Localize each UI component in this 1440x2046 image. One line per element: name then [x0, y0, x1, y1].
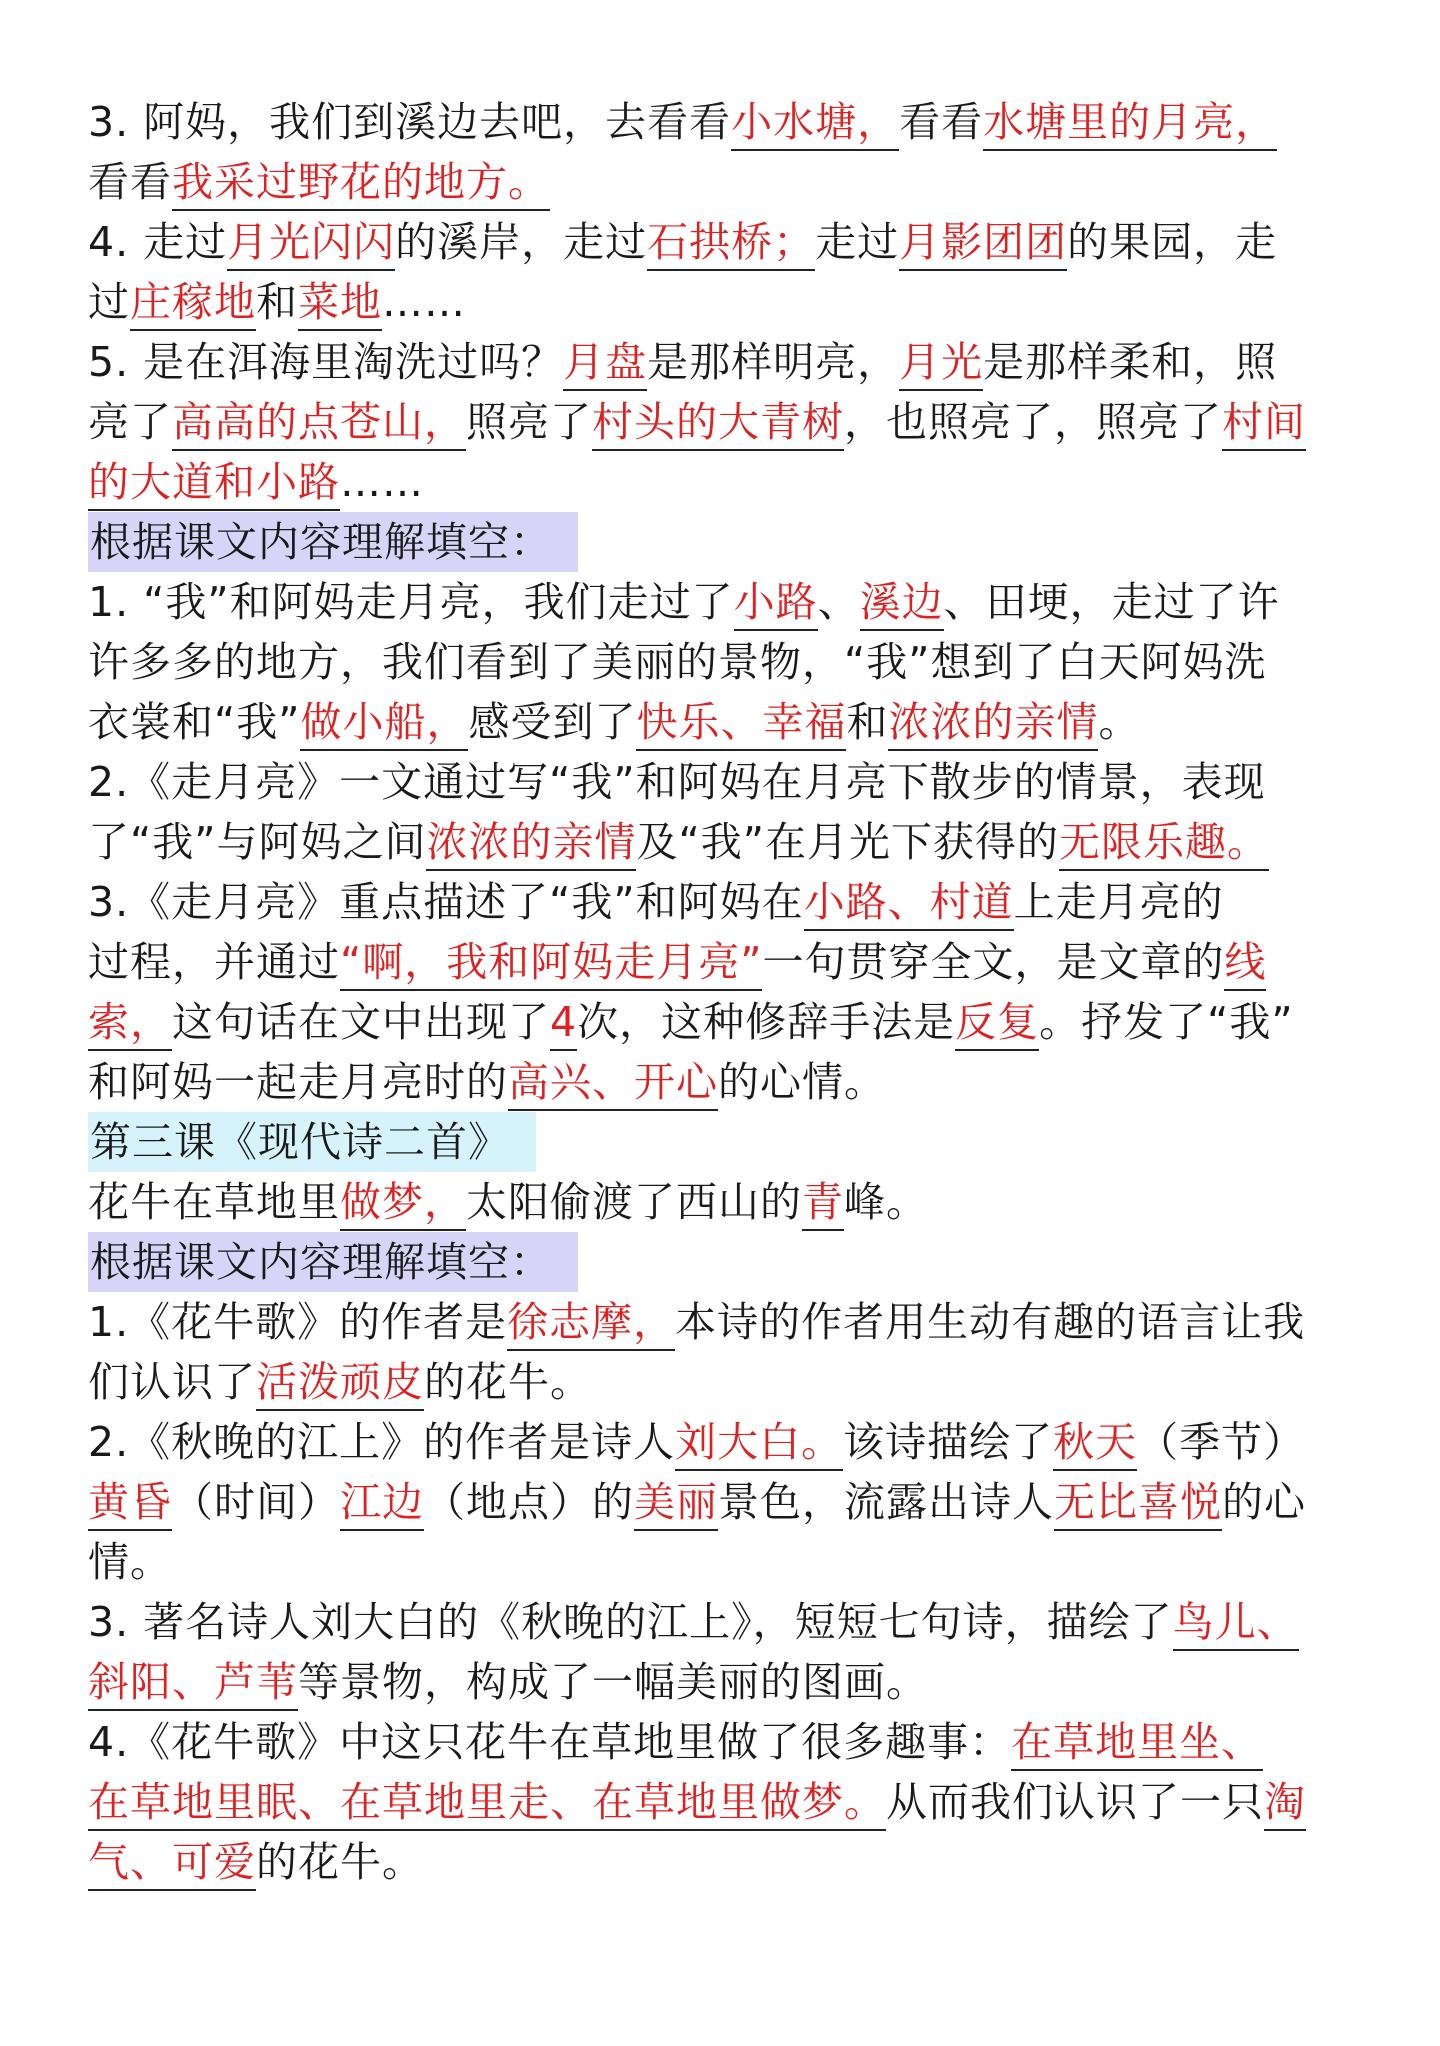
answer-blank: 秋天: [1053, 1418, 1137, 1471]
section-heading-line: [88, 512, 1358, 572]
worksheet-page: [88, 92, 1358, 1892]
text-segment: 是那样柔和，照: [983, 338, 1278, 386]
section-heading: [88, 1232, 578, 1292]
text-segment: 次，这种修辞手法是: [577, 998, 956, 1046]
text-segment: 等景物，构成了一幅美丽的图画。: [298, 1658, 928, 1706]
text-segment: 的果园，走: [1067, 218, 1278, 266]
text-segment: 过: [88, 278, 130, 326]
text-line: [88, 392, 1358, 452]
text-segment: 们认识了: [88, 1358, 256, 1406]
answer-blank: 无比喜悦: [1054, 1478, 1222, 1531]
text-segment: 5. 是在洱海里淘洗过吗？: [88, 338, 564, 386]
answer-blank: 溪边: [860, 578, 944, 631]
text-segment: 许多多的地方，我们看到了美丽的景物，“我”想到了白天阿妈洗: [88, 638, 1267, 686]
text-segment: 和: [846, 698, 889, 746]
answer-blank: 浓浓的亲情: [888, 698, 1098, 751]
text-segment: 1. “我”和阿妈走月亮，我们走过了: [88, 578, 734, 626]
text-line: [88, 332, 1358, 392]
text-segment: 的溪岸，走过: [395, 218, 648, 266]
answer-blank: 我采过野花的地方。: [172, 158, 550, 211]
text-line: [88, 752, 1358, 812]
text-segment: 4.《花牛歌》中这只花牛在草地里做了很多趣事：: [88, 1718, 1012, 1766]
text-segment: 3. 阿妈，我们到溪边去吧，去看看: [88, 98, 732, 146]
answer-blank: 的大道和小路: [88, 458, 340, 511]
text-segment: 太阳偷渡了西山的: [466, 1178, 802, 1226]
text-segment: ……: [340, 458, 424, 506]
text-segment: 2.《秋晚的江上》的作者是诗人: [88, 1418, 676, 1466]
text-segment: 、田埂，走过了许: [943, 578, 1280, 626]
text-segment: 3.《走月亮》重点描述了“我”和阿妈在: [88, 878, 804, 926]
answer-blank: 月光: [899, 338, 983, 391]
answer-blank: 做梦，: [340, 1178, 466, 1231]
text-segment: 和: [256, 278, 298, 326]
answer-blank: 月盘: [563, 338, 647, 391]
answer-blank: 在草地里眠、在草地里走、在草地里做梦。: [88, 1778, 886, 1831]
text-line: [88, 812, 1358, 872]
text-line: [88, 572, 1358, 632]
text-line: [88, 932, 1358, 992]
text-line: [88, 1652, 1358, 1712]
section-heading: [88, 512, 578, 572]
text-line: [88, 1412, 1358, 1472]
text-line: [88, 452, 1358, 512]
answer-blank: 做小船，: [300, 698, 468, 751]
text-segment: 过程，并通过: [88, 938, 340, 986]
text-segment: 、: [817, 578, 860, 626]
answer-blank: 美丽: [634, 1478, 718, 1531]
text-segment: 照亮了: [466, 398, 592, 446]
answer-blank: 快乐、幸福: [636, 698, 846, 751]
answer-blank: 小路、村道: [804, 878, 1014, 931]
answer-blank: 村间: [1222, 398, 1306, 451]
text-segment: 这句话在文中出现了: [172, 998, 550, 1046]
text-line: [88, 992, 1358, 1052]
answer-blank: 索，: [88, 998, 172, 1051]
text-line: [88, 272, 1358, 332]
text-segment: （季节）: [1137, 1418, 1306, 1466]
answer-blank: 在草地里坐、: [1011, 1718, 1263, 1771]
text-segment: 情。: [88, 1538, 172, 1586]
answer-blank: 气、可爱: [88, 1838, 256, 1891]
text-segment: 的花牛。: [424, 1358, 592, 1406]
text-segment: 上走月亮的: [1013, 878, 1224, 926]
answer-blank: 反复: [955, 998, 1039, 1051]
text-line: [88, 92, 1358, 152]
answer-blank: 月光闪闪: [227, 218, 395, 271]
text-segment: 衣裳和“我”: [88, 698, 301, 746]
text-segment: 和阿妈一起走月亮时的: [88, 1058, 508, 1106]
answer-blank: 水塘里的月亮，: [983, 98, 1277, 151]
text-segment: 根据课文内容理解填空：: [90, 1238, 552, 1286]
text-segment: 。抒发了“我”: [1039, 998, 1294, 1046]
answer-blank: 黄昏: [88, 1478, 172, 1531]
answer-blank: 4: [550, 998, 577, 1051]
text-segment: 峰。: [844, 1178, 928, 1226]
text-segment: 的心情。: [718, 1058, 886, 1106]
text-segment: ，也照亮了，照亮了: [844, 398, 1222, 446]
text-segment: （时间）: [172, 1478, 340, 1526]
text-line: [88, 632, 1358, 692]
text-segment: ……: [382, 278, 466, 326]
text-line: [88, 1832, 1358, 1892]
text-line: [88, 1352, 1358, 1412]
text-segment: 景色，流露出诗人: [718, 1478, 1054, 1526]
text-segment: 根据课文内容理解填空：: [90, 518, 552, 566]
section-heading-line: [88, 1232, 1358, 1292]
answer-blank: 庄稼地: [130, 278, 256, 331]
text-segment: 是那样明亮，: [647, 338, 900, 386]
answer-blank: 刘大白。: [675, 1418, 843, 1471]
text-line: [88, 872, 1358, 932]
section-heading-line: [88, 1112, 1358, 1172]
text-line: [88, 1292, 1358, 1352]
text-segment: 花牛在草地里: [88, 1178, 340, 1226]
text-segment: （地点）的: [424, 1478, 634, 1526]
text-line: [88, 1172, 1358, 1232]
text-segment: 2.《走月亮》一文通过写“我”和阿妈在月亮下散步的情景，表现: [88, 758, 1266, 806]
answer-blank: 青: [802, 1178, 844, 1231]
answer-blank: 江边: [340, 1478, 424, 1531]
text-segment: 及“我”在月光下获得的: [636, 818, 1059, 866]
text-segment: 第三课《现代诗二首》: [90, 1118, 510, 1166]
answer-blank: 淘: [1264, 1778, 1306, 1831]
text-segment: 看看: [899, 98, 984, 146]
text-line: [88, 1772, 1358, 1832]
answer-blank: 浓浓的亲情: [426, 818, 636, 871]
answer-blank: 斜阳、芦苇: [88, 1658, 298, 1711]
text-line: [88, 1532, 1358, 1592]
answer-blank: 无限乐趣。: [1059, 818, 1269, 871]
text-segment: 感受到了: [468, 698, 637, 746]
section-heading: [88, 1112, 536, 1172]
answer-blank: 菜地: [298, 278, 382, 331]
text-segment: 亮了: [88, 398, 172, 446]
text-segment: 1.《花牛歌》的作者是: [88, 1298, 508, 1346]
answer-blank: 线: [1224, 938, 1266, 991]
text-segment: 走过: [815, 218, 900, 266]
answer-blank: 村头的大青树: [592, 398, 844, 451]
answer-blank: 鸟儿、: [1173, 1598, 1299, 1651]
text-segment: 的心: [1222, 1478, 1306, 1526]
answer-blank: 石拱桥；: [647, 218, 815, 271]
answer-blank: 徐志摩，: [507, 1298, 675, 1351]
answer-blank: 活泼顽皮: [256, 1358, 424, 1411]
answer-blank: 高兴、开心: [508, 1058, 718, 1111]
text-segment: 从而我们认识了一只: [886, 1778, 1264, 1826]
text-segment: 4. 走过: [88, 218, 228, 266]
text-line: [88, 152, 1358, 212]
text-line: [88, 692, 1358, 752]
text-segment: 看看: [88, 158, 172, 206]
text-segment: 3. 著名诗人刘大白的《秋晚的江上》，短短七句诗，描绘了: [88, 1598, 1173, 1646]
answer-blank: 小水塘，: [731, 98, 899, 151]
text-line: [88, 1052, 1358, 1112]
text-segment: 了“我”与阿妈之间: [88, 818, 427, 866]
text-line: [88, 212, 1358, 272]
text-segment: 本诗的作者用生动有趣的语言让我: [675, 1298, 1306, 1346]
text-line: [88, 1592, 1358, 1652]
text-segment: 。: [1098, 698, 1141, 746]
answer-blank: 小路: [734, 578, 818, 631]
answer-blank: 高高的点苍山，: [172, 398, 466, 451]
answer-blank: 月影团团: [899, 218, 1067, 271]
text-segment: 一句贯穿全文，是文章的: [762, 938, 1225, 986]
text-line: [88, 1472, 1358, 1532]
text-segment: 该诗描绘了: [843, 1418, 1054, 1466]
text-segment: 的花牛。: [256, 1838, 424, 1886]
text-line: [88, 1712, 1358, 1772]
answer-blank: “啊，我和阿妈走月亮”: [340, 938, 762, 991]
